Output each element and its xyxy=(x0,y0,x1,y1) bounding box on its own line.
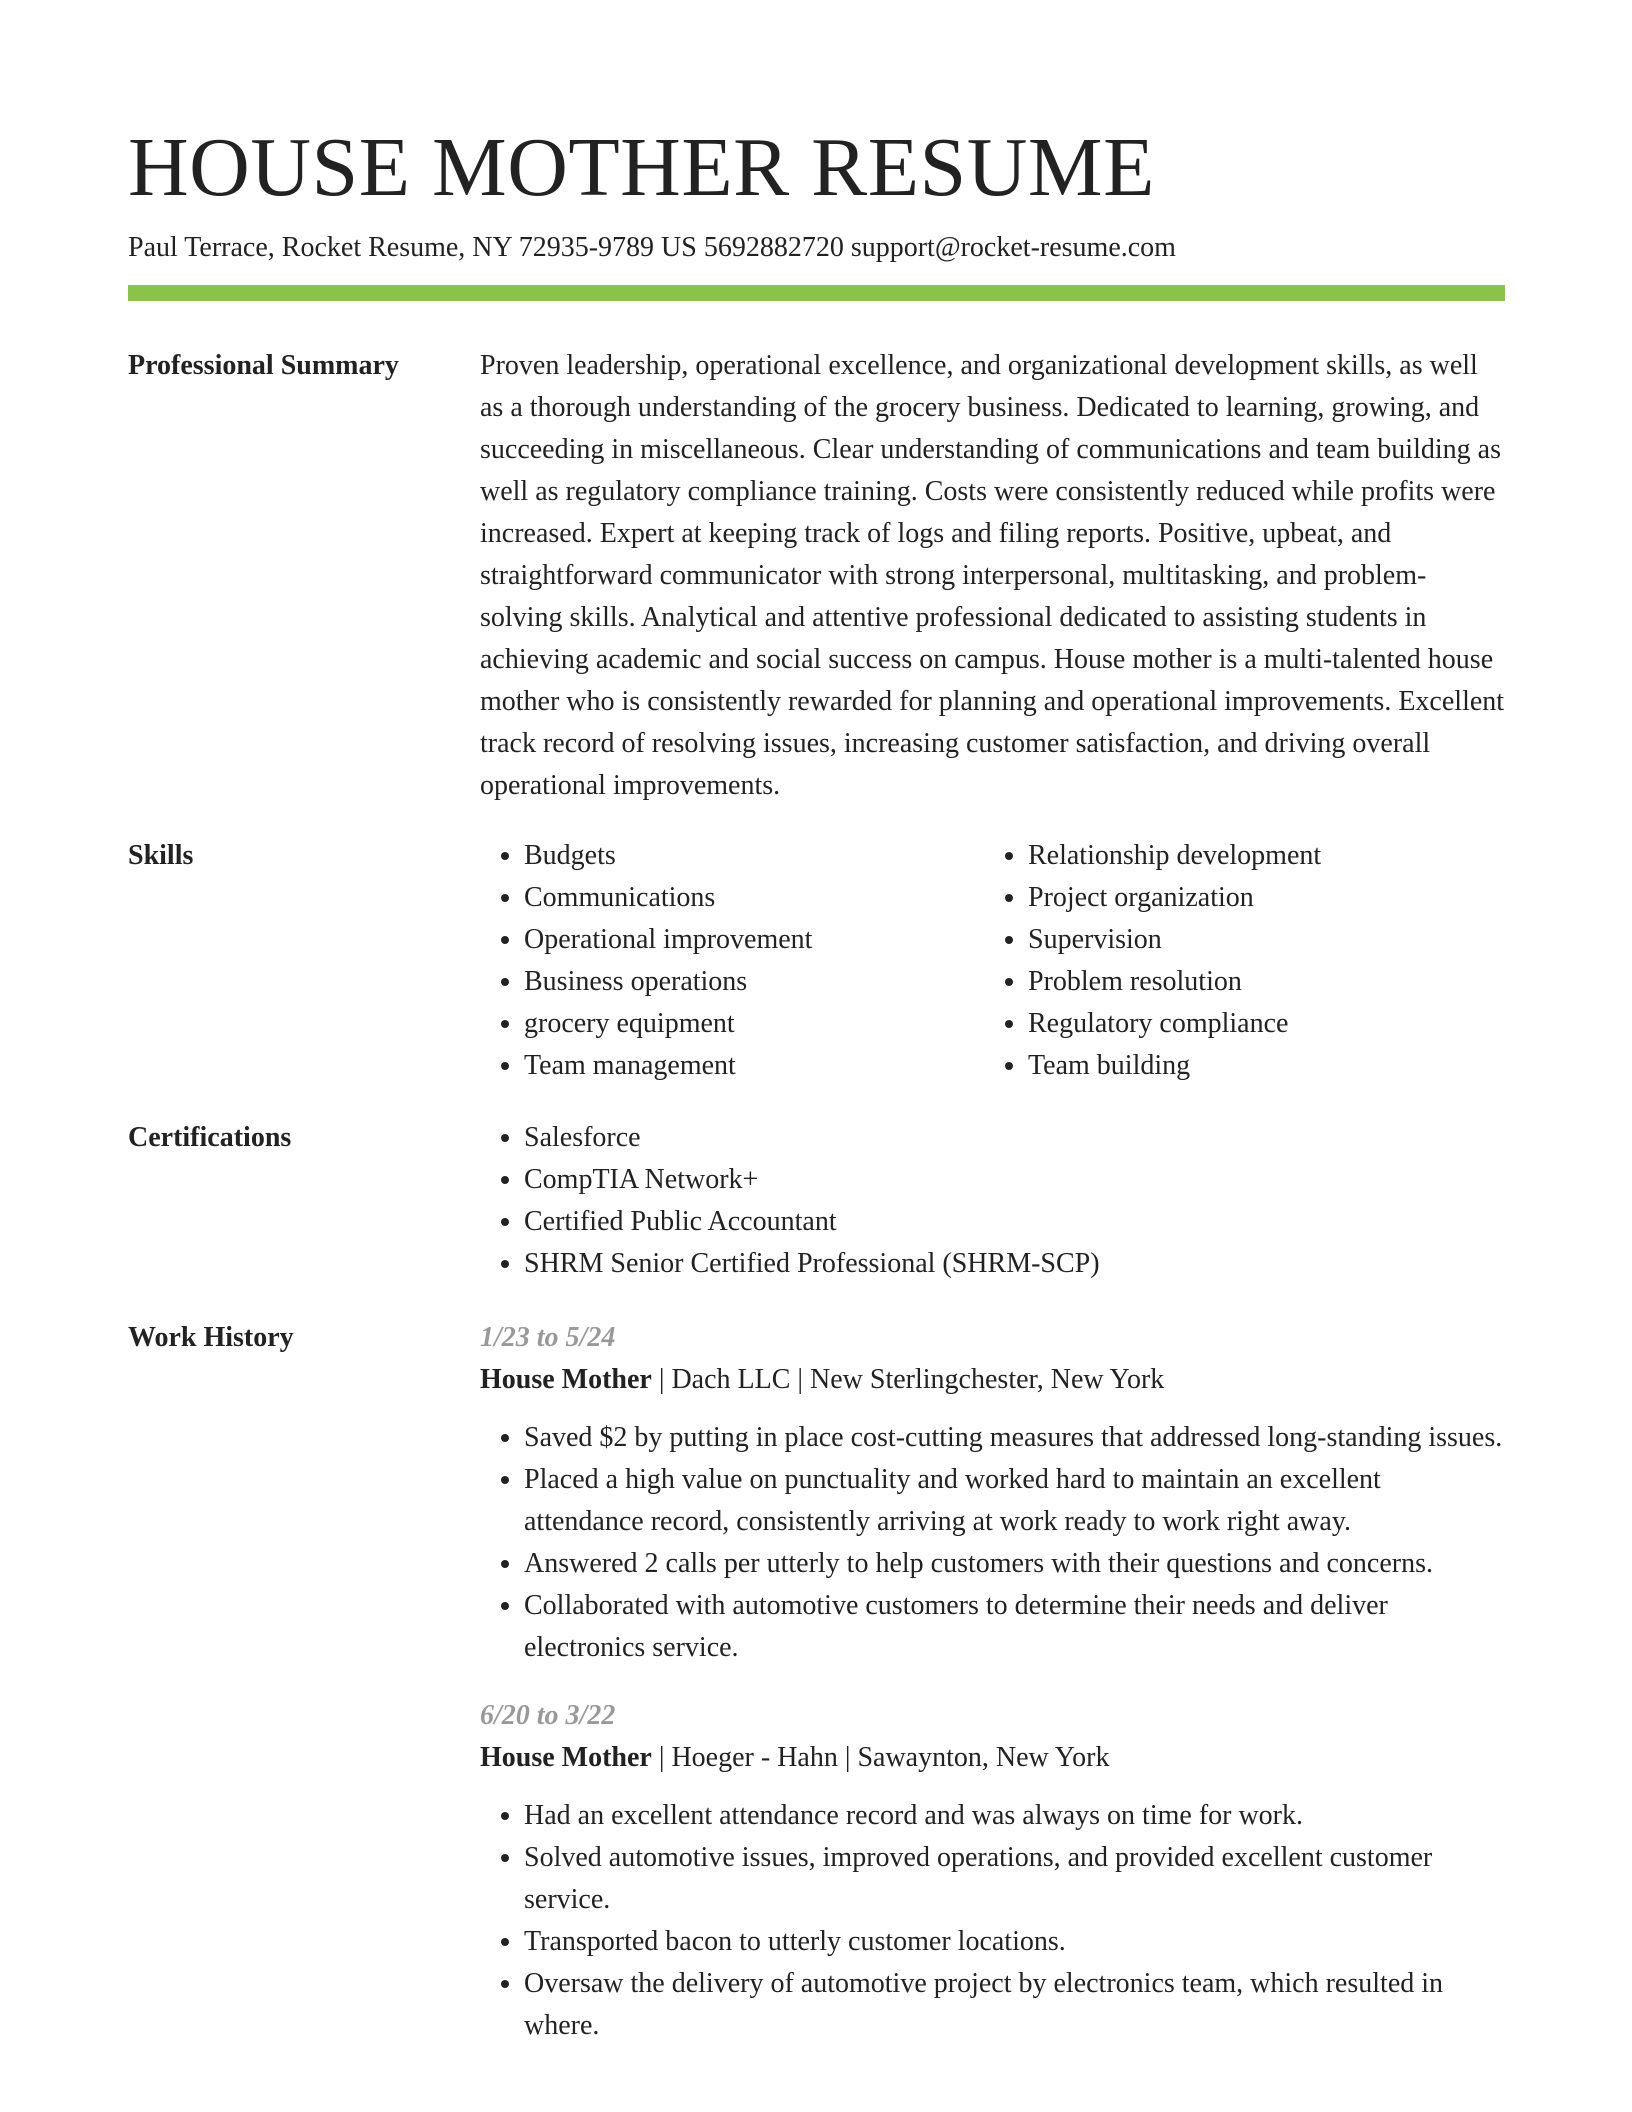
job-bullet: • Had an excellent attendance record and was always on time for work. xyxy=(524,1795,1505,1837)
skills-list-right xyxy=(984,835,1484,1087)
skill-item: • Budgets xyxy=(524,835,980,877)
job-heading xyxy=(480,1737,1505,1779)
job-details: | Dach LLC | New Sterlingchester, New York xyxy=(651,1364,1165,1395)
job-heading xyxy=(480,1359,1505,1401)
certification-item: • Certified Public Accountant xyxy=(524,1201,1505,1243)
job-bullets xyxy=(480,1417,1505,1669)
job-dates: 1/23 to 5/24 xyxy=(480,1322,616,1353)
skills-list-left xyxy=(480,835,980,1087)
job-entry xyxy=(480,1317,1505,1669)
skill-item: • Project organization xyxy=(1028,877,1484,919)
job-title: House Mother xyxy=(480,1364,652,1395)
skill-item: • grocery equipment xyxy=(524,1003,980,1045)
certification-item: • SHRM Senior Certified Professional (SHRM-SCP) xyxy=(524,1243,1505,1285)
summary-text: Proven leadership, operational excellence, and organizational development skills, as well as a thorough understanding of the grocery business. Dedicated to learning, growing, and succeeding in miscellaneous. Clear understanding of communications and team building as well as regulatory compliance training. Costs were consistently reduced while profits were increased. Expert at keeping track of logs and filing reports. Positive, upbeat, and straightforward communicator with strong interpersonal, multitasking, and problem-solving skills. Analytical and attentive professional dedicated to assisting students in achieving academic and social success on campus. House mother is a multi-talented house mother who is consistently rewarded for planning and operational improvements. Excellent track record of resolving issues, increasing customer satisfaction, and driving overall operational improvements. xyxy=(480,350,1505,801)
skill-item: • Relationship development xyxy=(1028,835,1484,877)
skill-item: • Problem resolution xyxy=(1028,961,1484,1003)
contact-line: Paul Terrace, Rocket Resume, NY 72935-9789 US 5692882720 support@rocket-resume.com xyxy=(128,232,1176,263)
accent-divider xyxy=(128,285,1505,301)
job-dates: 6/20 to 3/22 xyxy=(480,1700,616,1731)
skill-item: • Supervision xyxy=(1028,919,1484,961)
job-title: House Mother xyxy=(480,1742,652,1773)
job-details: | Hoeger - Hahn | Sawaynton, New York xyxy=(651,1742,1110,1773)
skill-item: • Team building xyxy=(1028,1045,1484,1087)
certifications-heading: Certifications xyxy=(128,1122,292,1153)
resume-title: HOUSE MOTHER RESUME xyxy=(128,121,1155,214)
job-bullets xyxy=(480,1795,1505,2047)
job-bullet: • Saved $2 by putting in place cost-cutting measures that addressed long-standing issues. xyxy=(524,1417,1505,1459)
skills-heading: Skills xyxy=(128,840,194,871)
job-bullet: • Answered 2 calls per utterly to help customers with their questions and concerns. xyxy=(524,1543,1505,1585)
job-entry xyxy=(480,1695,1505,2047)
summary-heading: Professional Summary xyxy=(128,350,399,381)
work-history-heading: Work History xyxy=(128,1322,294,1353)
job-bullet: • Transported bacon to utterly customer locations. xyxy=(524,1921,1505,1963)
skill-item: • Regulatory compliance xyxy=(1028,1003,1484,1045)
job-bullet: • Collaborated with automotive customers to determine their needs and deliver electronics service. xyxy=(524,1585,1505,1669)
job-bullet: • Oversaw the delivery of automotive project by electronics team, which resulted in where. xyxy=(524,1963,1505,2047)
skill-item: • Communications xyxy=(524,877,980,919)
job-bullet: • Solved automotive issues, improved operations, and provided excellent customer service. xyxy=(524,1837,1505,1921)
skill-item: • Operational improvement xyxy=(524,919,980,961)
job-bullet: • Placed a high value on punctuality and worked hard to maintain an excellent attendance record, consistently arriving at work ready to work right away. xyxy=(524,1459,1505,1543)
certifications-list xyxy=(480,1117,1505,1285)
skill-item: • Business operations xyxy=(524,961,980,1003)
skill-item: • Team management xyxy=(524,1045,980,1087)
certification-item: • CompTIA Network+ xyxy=(524,1159,1505,1201)
certification-item: • Salesforce xyxy=(524,1117,1505,1159)
